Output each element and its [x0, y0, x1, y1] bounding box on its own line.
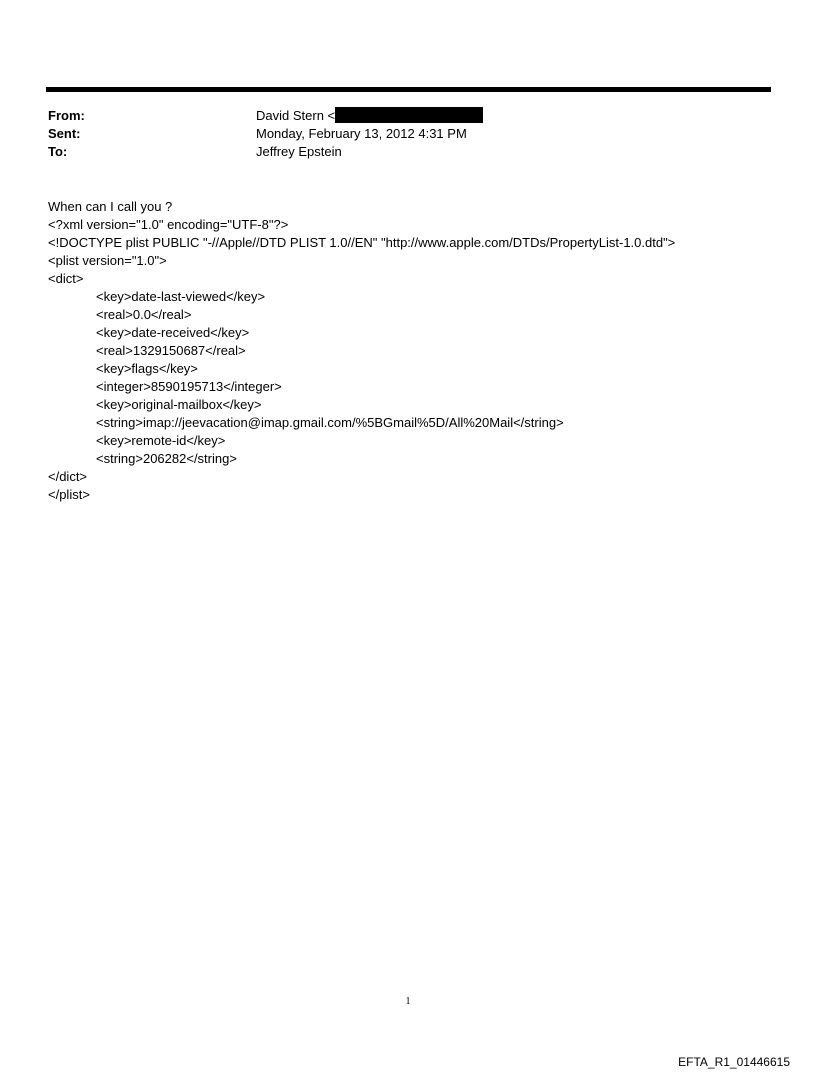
body-line: <?xml version="1.0" encoding="UTF-8"?> [48, 217, 289, 232]
body-line: <key>remote-id</key> [96, 433, 226, 448]
body-line: <key>date-last-viewed</key> [96, 289, 266, 304]
from-value [256, 107, 483, 125]
sent-row [48, 125, 748, 143]
body-line: <real>1329150687</real> [96, 343, 246, 358]
body-line: <string>imap://jeevacation@imap.gmail.com/%5BGmail%5D/All%20Mail</string> [96, 415, 564, 430]
from-row [48, 107, 748, 125]
bates-number: EFTA_R1_01446615 [678, 1055, 790, 1069]
body-line: <!DOCTYPE plist PUBLIC "-//Apple//DTD PLIST 1.0//EN" "http://www.apple.com/DTDs/PropertyList-1.0.dtd"> [48, 235, 676, 250]
header-rule [46, 87, 771, 92]
from-label: From: [48, 108, 85, 123]
to-value: Jeffrey Epstein [256, 144, 342, 159]
body-line: </dict> [48, 469, 88, 484]
sent-label: Sent: [48, 126, 81, 141]
redaction-block [335, 107, 483, 123]
from-sender: David Stern < [256, 108, 336, 123]
body-line: <string>206282</string> [96, 451, 237, 466]
body-line: <key>flags</key> [96, 361, 198, 376]
body-line: When can I call you ? [48, 199, 173, 214]
body-line: <real>0.0</real> [96, 307, 192, 322]
body-line: <dict> [48, 271, 84, 286]
body-line: <key>original-mailbox</key> [96, 397, 262, 412]
page-number: 1 [405, 996, 411, 1007]
sent-value: Monday, February 13, 2012 4:31 PM [256, 126, 467, 141]
body-line: </plist> [48, 487, 90, 502]
body-line: <key>date-received</key> [96, 325, 250, 340]
body-line: <plist version="1.0"> [48, 253, 167, 268]
body-line: <integer>8590195713</integer> [96, 379, 282, 394]
to-row [48, 143, 748, 161]
email-body [48, 198, 778, 504]
to-label: To: [48, 144, 68, 159]
